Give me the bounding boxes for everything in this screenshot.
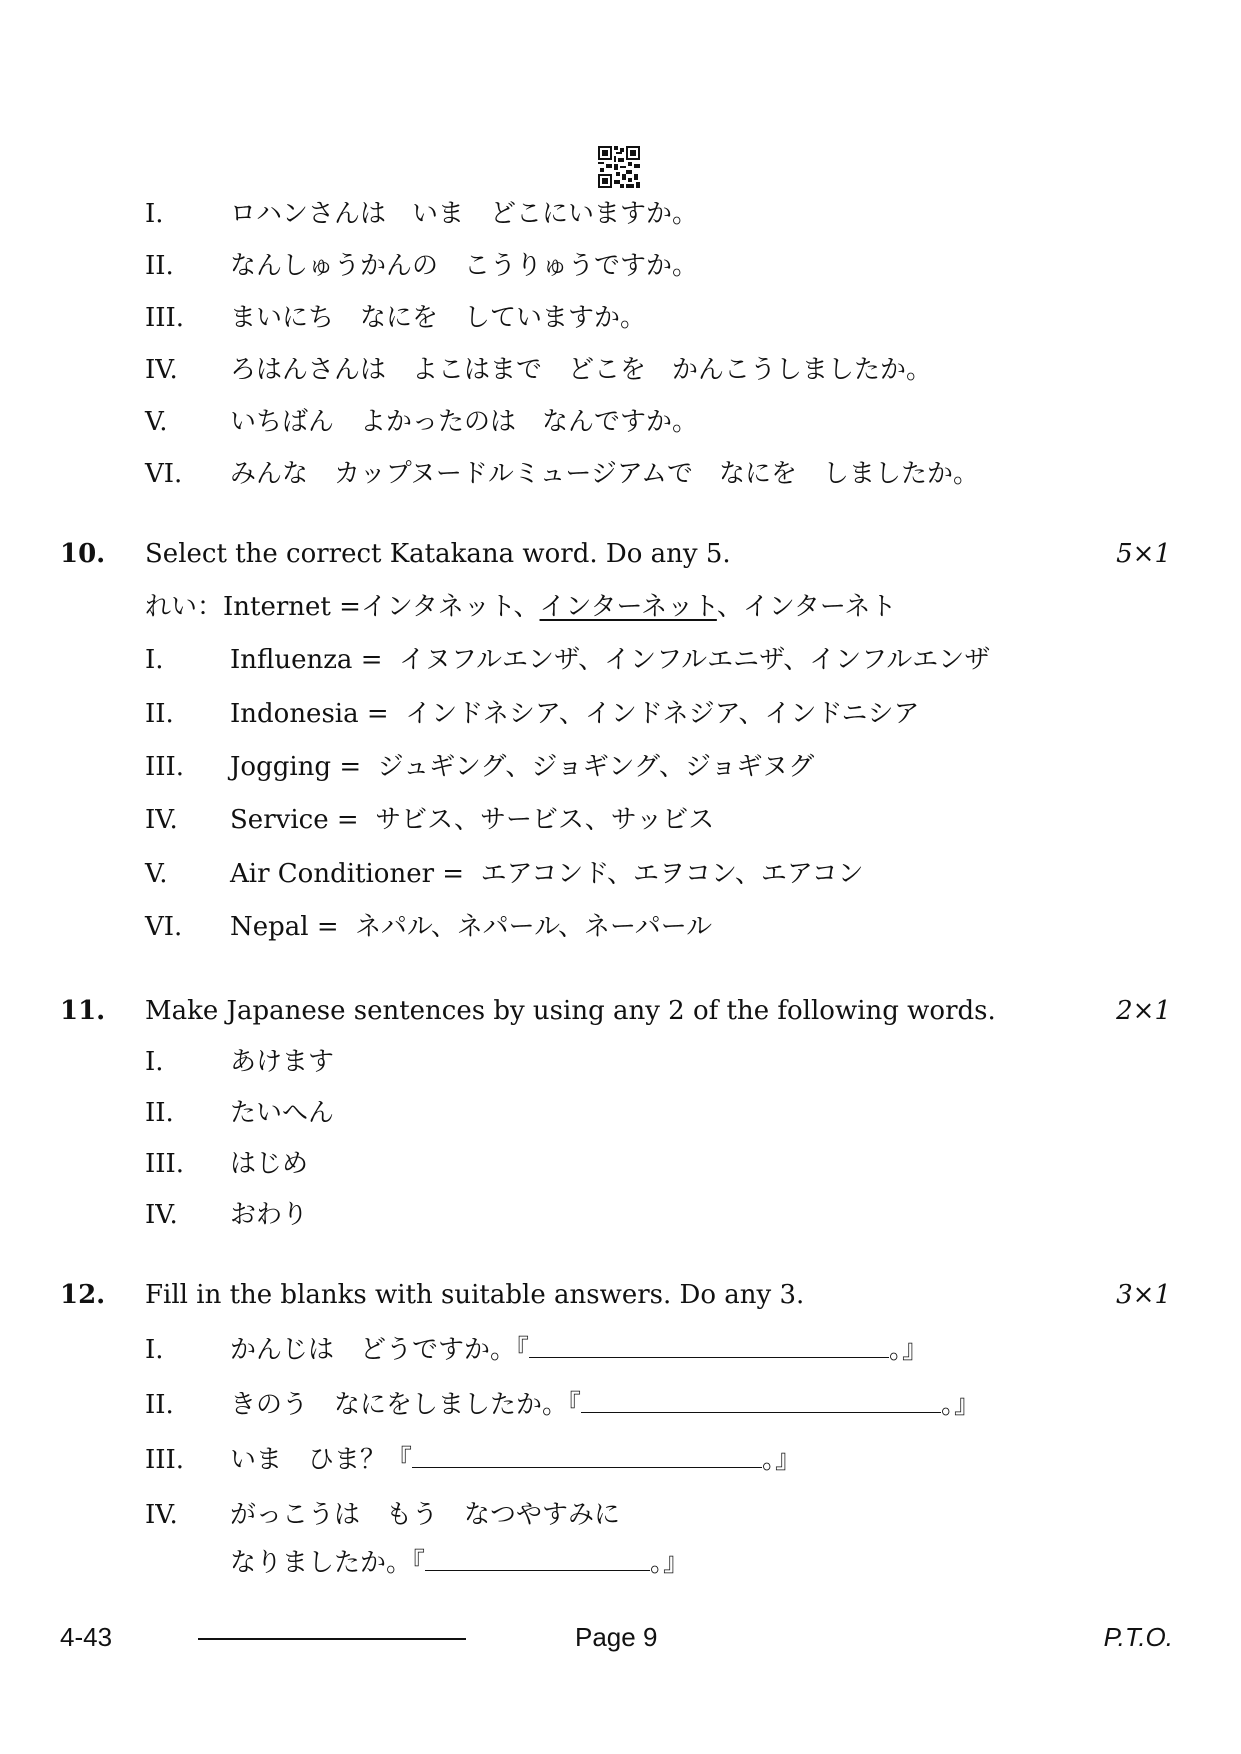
item-number: III. bbox=[145, 1149, 185, 1179]
item-number: II. bbox=[145, 1098, 174, 1128]
fill-blank-item bbox=[230, 1443, 801, 1477]
katakana-options: エアコンド、エヲコン、エアコン bbox=[480, 859, 864, 889]
fill-blank-item-line1: がっこうは もう なつやすみに bbox=[230, 1500, 621, 1530]
english-word: Indonesia = bbox=[230, 699, 389, 729]
example-prefix: れい：Internet =インタネット、 bbox=[145, 592, 540, 622]
item-number: III. bbox=[145, 1445, 185, 1475]
word-item: たいへん bbox=[230, 1098, 335, 1128]
question-text: いま ひま？『 bbox=[230, 1445, 413, 1475]
example-correct-answer: インターネット bbox=[539, 592, 717, 622]
item-number: I. bbox=[145, 1335, 164, 1365]
closing-bracket: 。』 bbox=[650, 1548, 690, 1578]
katakana-options: サビス、サービス、サッビス bbox=[375, 805, 715, 835]
item-word bbox=[230, 910, 712, 944]
q9-item-text: なんしゅうかんの こうりゅうですか。 bbox=[230, 251, 699, 281]
question-instruction: Make Japanese sentences by using any 2 of the following words. bbox=[145, 996, 996, 1026]
question-text: きのう なにをしましたか。『 bbox=[230, 1390, 582, 1420]
item-number: II. bbox=[145, 699, 174, 729]
fill-blank-item-line2 bbox=[230, 1546, 689, 1580]
item-number: IV. bbox=[145, 1200, 178, 1230]
item-number: V. bbox=[145, 407, 168, 437]
question-number: 10. bbox=[60, 539, 106, 569]
q9-item-text: ロハンさんは いま どこにいますか。 bbox=[230, 199, 699, 229]
marks-label: 5×1 bbox=[1116, 539, 1171, 569]
item-number: IV. bbox=[145, 1500, 178, 1530]
fill-blank-item bbox=[230, 1333, 928, 1367]
word-item: はじめ bbox=[230, 1149, 309, 1179]
item-number: III. bbox=[145, 752, 185, 782]
item-number: I. bbox=[145, 1047, 164, 1077]
item-number: V. bbox=[145, 859, 168, 889]
item-number: I. bbox=[145, 645, 164, 675]
example-line bbox=[145, 590, 897, 624]
item-number: IV. bbox=[145, 805, 178, 835]
answer-blank bbox=[425, 1548, 650, 1571]
english-word: Air Conditioner = bbox=[230, 859, 465, 889]
item-word bbox=[230, 750, 814, 784]
q9-item-text: みんな カップヌードルミュージアムで なにを しましたか。 bbox=[230, 459, 980, 489]
item-number: VI. bbox=[145, 459, 183, 489]
item-word bbox=[230, 643, 990, 677]
word-item: おわり bbox=[230, 1200, 309, 1230]
question-number: 12. bbox=[60, 1280, 106, 1310]
example-suffix: 、インターネト bbox=[716, 592, 897, 622]
q9-item-text: ろはんさんは よこはまで どこを かんこうしましたか。 bbox=[230, 355, 933, 385]
english-word: Nepal = bbox=[230, 912, 339, 942]
q9-item-text: まいにち なにを していますか。 bbox=[230, 303, 647, 333]
answer-blank bbox=[581, 1390, 941, 1413]
answer-blank bbox=[529, 1335, 889, 1358]
closing-bracket: 。』 bbox=[889, 1335, 929, 1365]
item-word bbox=[230, 857, 864, 891]
please-turn-over: P.T.O. bbox=[1103, 1622, 1173, 1652]
item-number: II. bbox=[145, 251, 174, 281]
answer-blank bbox=[412, 1445, 762, 1468]
page-number: Page 9 bbox=[575, 1622, 658, 1652]
item-word bbox=[230, 697, 919, 731]
item-number: VI. bbox=[145, 912, 183, 942]
paper-code: 4-43 bbox=[60, 1622, 113, 1652]
question-text: かんじは どうですか。『 bbox=[230, 1335, 530, 1365]
english-word: Service = bbox=[230, 805, 359, 835]
word-item: あけます bbox=[230, 1047, 335, 1077]
footer-divider bbox=[198, 1638, 466, 1640]
katakana-options: ネパル、ネパール、ネーパール bbox=[355, 912, 713, 942]
closing-bracket: 。』 bbox=[762, 1445, 802, 1475]
q9-item-text: いちばん よかったのは なんですか。 bbox=[230, 407, 699, 437]
question-text: なりましたか。『 bbox=[230, 1548, 426, 1578]
item-number: I. bbox=[145, 199, 164, 229]
item-number: II. bbox=[145, 1390, 174, 1420]
question-number: 11. bbox=[60, 996, 106, 1026]
english-word: Jogging = bbox=[230, 752, 362, 782]
question-instruction: Select the correct Katakana word. Do any 5. bbox=[145, 539, 731, 569]
item-number: III. bbox=[145, 303, 185, 333]
katakana-options: ジュギング、ジョギング、ジョギヌグ bbox=[377, 752, 815, 782]
item-word bbox=[230, 803, 714, 837]
fill-blank-item bbox=[230, 1388, 980, 1422]
closing-bracket: 。』 bbox=[941, 1390, 981, 1420]
katakana-options: インドネシア、インドネジア、インドニシア bbox=[405, 699, 920, 729]
katakana-options: イヌフルエンザ、インフルエニザ、インフルエンザ bbox=[399, 645, 991, 675]
marks-label: 3×1 bbox=[1116, 1280, 1171, 1310]
item-number: IV. bbox=[145, 355, 178, 385]
english-word: Influenza = bbox=[230, 645, 383, 675]
question-instruction: Fill in the blanks with suitable answers. Do any 3. bbox=[145, 1280, 805, 1310]
qr-code-icon bbox=[598, 146, 640, 188]
marks-label: 2×1 bbox=[1116, 996, 1171, 1026]
